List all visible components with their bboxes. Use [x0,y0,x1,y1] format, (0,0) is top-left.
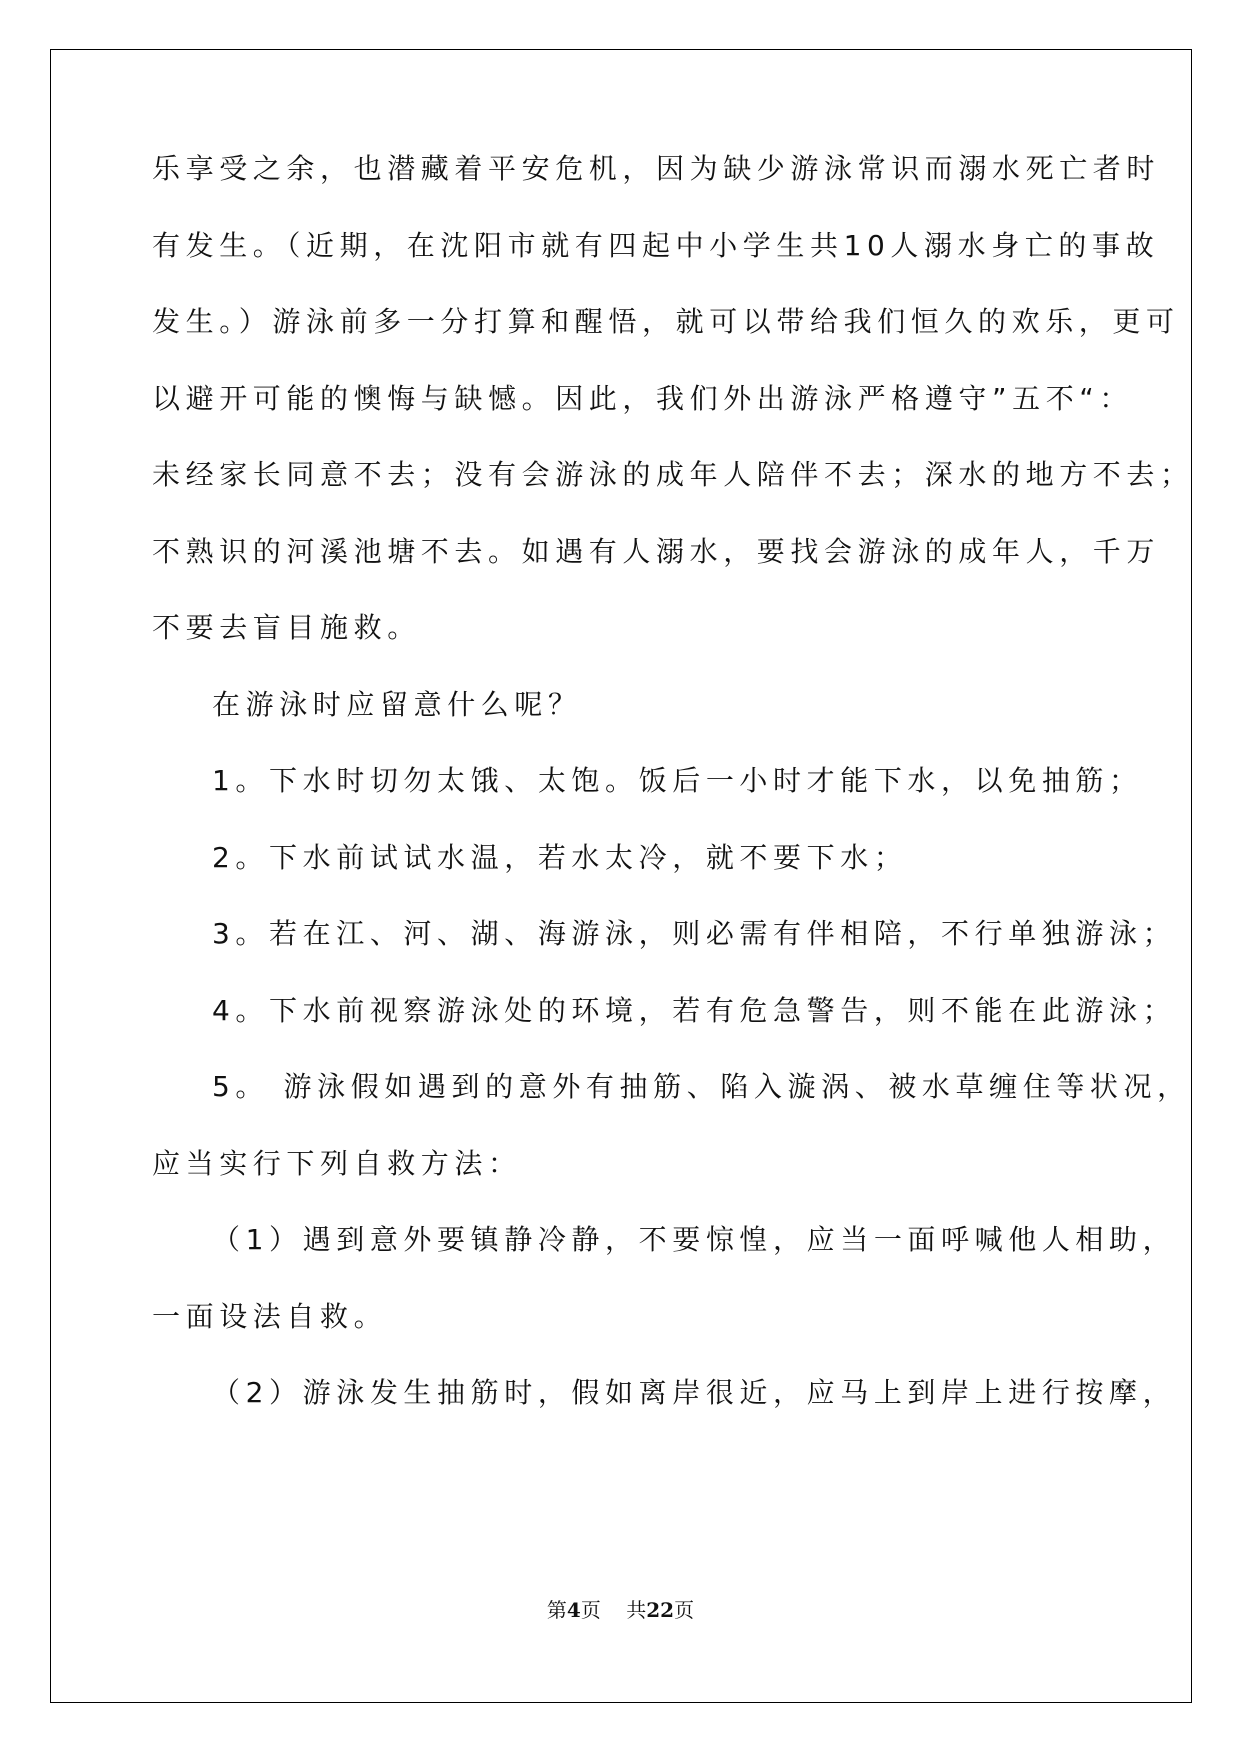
body-line: 乐享受之余，也潜藏着平安危机，因为缺少游泳常识而溺水死亡者时 [152,152,1161,185]
list-item: （2）游泳发生抽筋时，假如离岸很近，应马上到岸上进行按摩， [212,1376,1177,1409]
footer-page-number: 4 [566,1598,581,1622]
list-item: 5。 游泳假如遇到的意外有抽筋、陷入漩涡、被水草缠住等状况， [212,1070,1191,1103]
body-line: 以避开可能的懊悔与缺憾。因此，我们外出游泳严格遵守”五不“： [152,382,1134,415]
list-item: 2。下水前试试水温，若水太冷，就不要下水； [212,841,908,874]
footer-total-pages: 22 [646,1598,675,1622]
list-item: 4。下水前视察游泳处的环境，若有危急警告，则不能在此游泳； [212,994,1177,1027]
body-line: 不要去盲目施救。 [152,611,421,644]
list-item: （1）遇到意外要镇静冷静，不要惊惶，应当一面呼喊他人相助， [212,1223,1177,1256]
footer-total-suffix: 页 [674,1598,695,1622]
body-line: 有发生。（近期，在沈阳市就有四起中小学生共10人溺水身亡的事故 [152,229,1160,262]
footer-page-suffix: 页 [580,1598,601,1622]
page-footer [0,1594,1241,1623]
list-item: 1。下水时切勿太饿、太饱。饭后一小时才能下水，以免抽筋； [212,764,1143,797]
footer-prefix: 第 [546,1598,567,1622]
body-line: 在游泳时应留意什么呢？ [212,688,582,721]
list-item: 3。若在江、河、湖、海游泳，则必需有伴相陪，不行单独游泳； [212,917,1177,950]
body-line: 发生。）游泳前多一分打算和醒悟，就可以带给我们恒久的欢乐，更可 [152,305,1180,338]
body-line: 一面设法自救。 [152,1300,388,1333]
footer-total-prefix: 共 [626,1598,647,1622]
body-line: 应当实行下列自救方法： [152,1147,522,1180]
body-line: 未经家长同意不去；没有会游泳的成年人陪伴不去；深水的地方不去； [152,458,1194,491]
body-line: 不熟识的河溪池塘不去。如遇有人溺水，要找会游泳的成年人，千万 [152,535,1161,568]
